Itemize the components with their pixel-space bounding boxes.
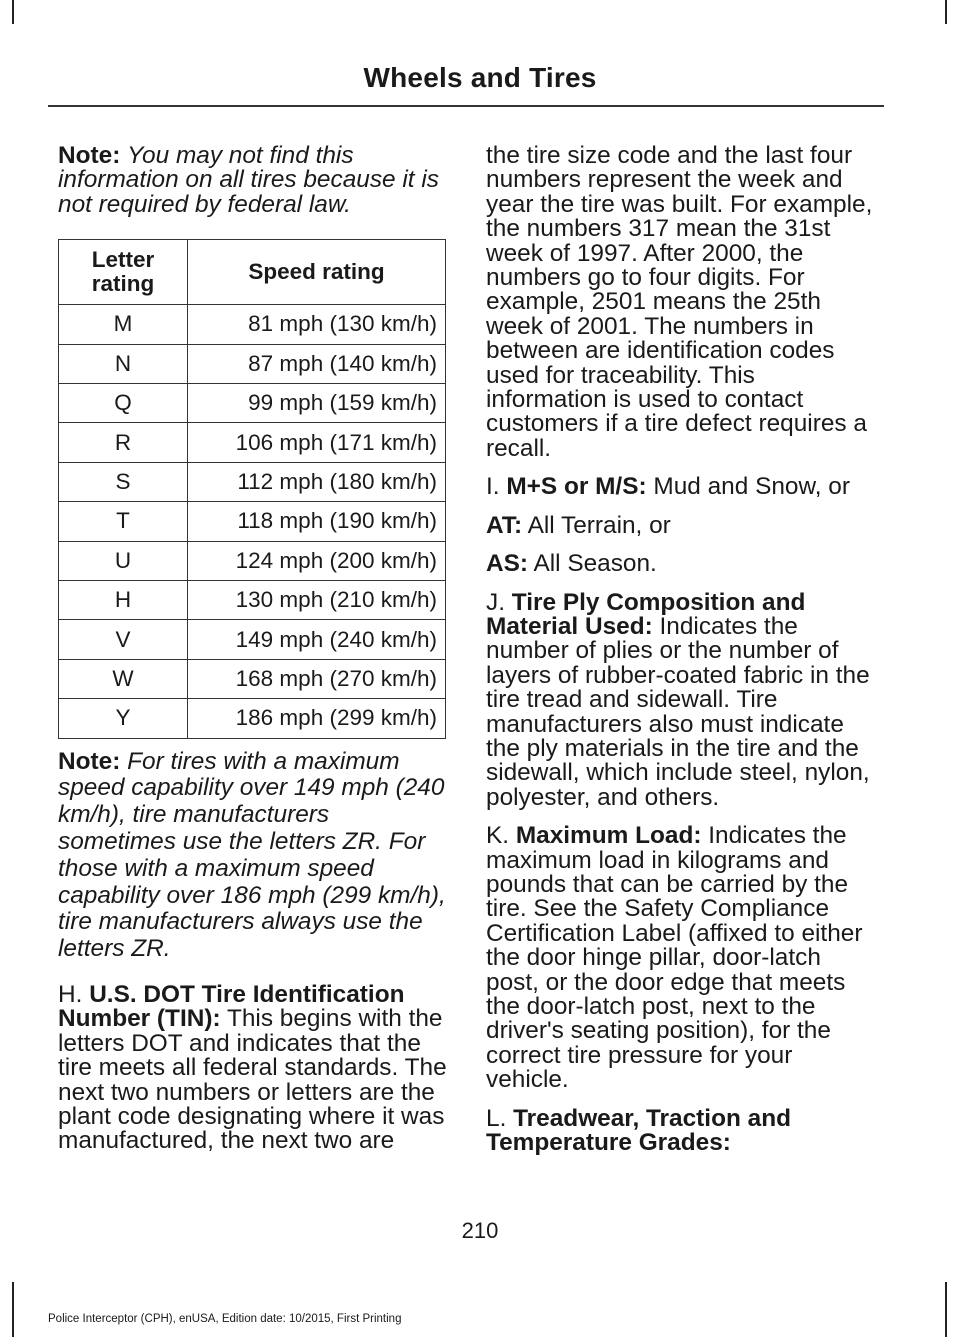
item-text: All Season. [533,550,657,578]
speed-cell: 81 mph (130 km/h) [188,305,446,344]
header-letter-rating: Letter rating [59,240,188,305]
all-terrain-item [486,511,880,539]
section-prefix: J. [486,588,505,616]
section-title: Tire Ply Composition and Material Used: [486,588,806,640]
section-prefix: K. [486,822,510,850]
item-title: AT: [486,511,523,539]
speed-cell: 87 mph (140 km/h) [188,344,446,383]
section-j-ply [486,588,880,811]
table-row [59,659,446,698]
table-row [59,699,446,738]
table-row [59,541,446,580]
section-text: Mud and Snow, or [653,473,850,501]
section-text: Indicates the number of plies or the number of layers of rubber-coated fabric in the tire tread and sidewall. Tire manufacturers also must indicate the ply materials in the tire and the sidewall, which include steel, nylon, polyester, and others. [486,612,870,811]
letter-cell: N [59,344,188,383]
speed-rating-table [58,239,446,738]
speed-cell: 168 mph (270 km/h) [188,659,446,698]
speed-cell: 118 mph (190 km/h) [188,502,446,541]
note-federal-law [58,144,448,217]
table-row [59,384,446,423]
table-row [59,502,446,541]
crop-mark-bottom-right [945,1282,947,1337]
speed-cell: 124 mph (200 km/h) [188,541,446,580]
letter-cell: H [59,580,188,619]
right-column [486,144,880,1169]
note-text: For tires with a maximum speed capability over 149 mph (240 km/h), tire manufacturers sometimes use the letters ZR. For those with a maximum speed capability over 186 mph (299 km/h), tire manufacturers always use the letters ZR. [58,747,446,963]
table-row [59,305,446,344]
left-column [58,144,448,1168]
note-label: Note: [58,142,121,169]
table-row [59,620,446,659]
letter-cell: Y [59,699,188,738]
section-text: Indicates the maximum load in kilograms and pounds that can be carried by the tire. See the Safety Compliance Certification Label (affixed to either the door hinge pillar, door-latch post, or the door edge that meets the door-latch post, next to the driver's seating position), for the correct tire pressure for your vehicle. [486,822,863,1094]
section-prefix: H. [58,980,83,1008]
speed-cell: 186 mph (299 km/h) [188,699,446,738]
item-text: All Terrain, or [527,511,671,539]
section-title: M+S or M/S: [506,473,647,501]
section-k-max-load [486,824,880,1092]
letter-cell: U [59,541,188,580]
section-title: Maximum Load: [515,822,702,850]
section-text: This begins with the letters DOT and indicates that the tire meets all federal standards. The next two numbers or letters are the plant code designating where it was manufactured, the next two are [58,1005,447,1155]
all-season-item [486,552,880,576]
note-text: You may not find this information on all tires because it is not required by federal law. [58,142,439,218]
speed-cell: 99 mph (159 km/h) [188,384,446,423]
note-label: Note: [58,747,121,775]
letter-cell: Q [59,384,188,423]
item-title: AS: [486,550,529,578]
letter-cell: W [59,659,188,698]
speed-cell: 130 mph (210 km/h) [188,580,446,619]
table-header-row [59,240,446,305]
note-zr-letters [58,749,448,963]
speed-cell: 106 mph (171 km/h) [188,423,446,462]
section-h-tin [58,980,448,1155]
letter-cell: V [59,620,188,659]
footer-edition: Police Interceptor (CPH), enUSA, Edition date: 10/2015, First Printing [48,1313,402,1325]
section-prefix: I. [486,473,500,501]
crop-mark-bottom-left [12,1282,14,1337]
section-title: U.S. DOT Tire Identification Number (TIN): [58,980,405,1033]
letter-cell: S [59,462,188,501]
section-title: Treadwear, Traction and Temperature Grades: [486,1104,792,1157]
speed-cell: 149 mph (240 km/h) [188,620,446,659]
crop-mark-top-right [945,0,947,24]
speed-cell: 112 mph (180 km/h) [188,462,446,501]
section-prefix: L. [486,1104,507,1132]
table-row [59,462,446,501]
letter-cell: R [59,423,188,462]
header-divider [48,105,884,107]
table-row [59,423,446,462]
letter-cell: M [59,305,188,344]
section-i-mud-snow [486,475,880,499]
letter-cell: T [59,502,188,541]
header-speed-rating: Speed rating [188,240,446,305]
crop-mark-top-left [12,0,14,24]
section-h-continued: the tire size code and the last four numbers represent the week and year the tire was built. For example, the numbers 317 mean the 31st week of 1997. After 2000, the numbers go to four digits. For example, 2501 means the 25th week of 2001. The numbers in between are identification codes used for traceability. This information is used to contact customers if a tire defect requires a recall. [486,142,873,462]
section-l-grades [486,1104,880,1157]
page-title: Wheels and Tires [363,62,597,93]
table-row [59,344,446,383]
page-number: 210 [461,1218,499,1243]
table-row [59,580,446,619]
